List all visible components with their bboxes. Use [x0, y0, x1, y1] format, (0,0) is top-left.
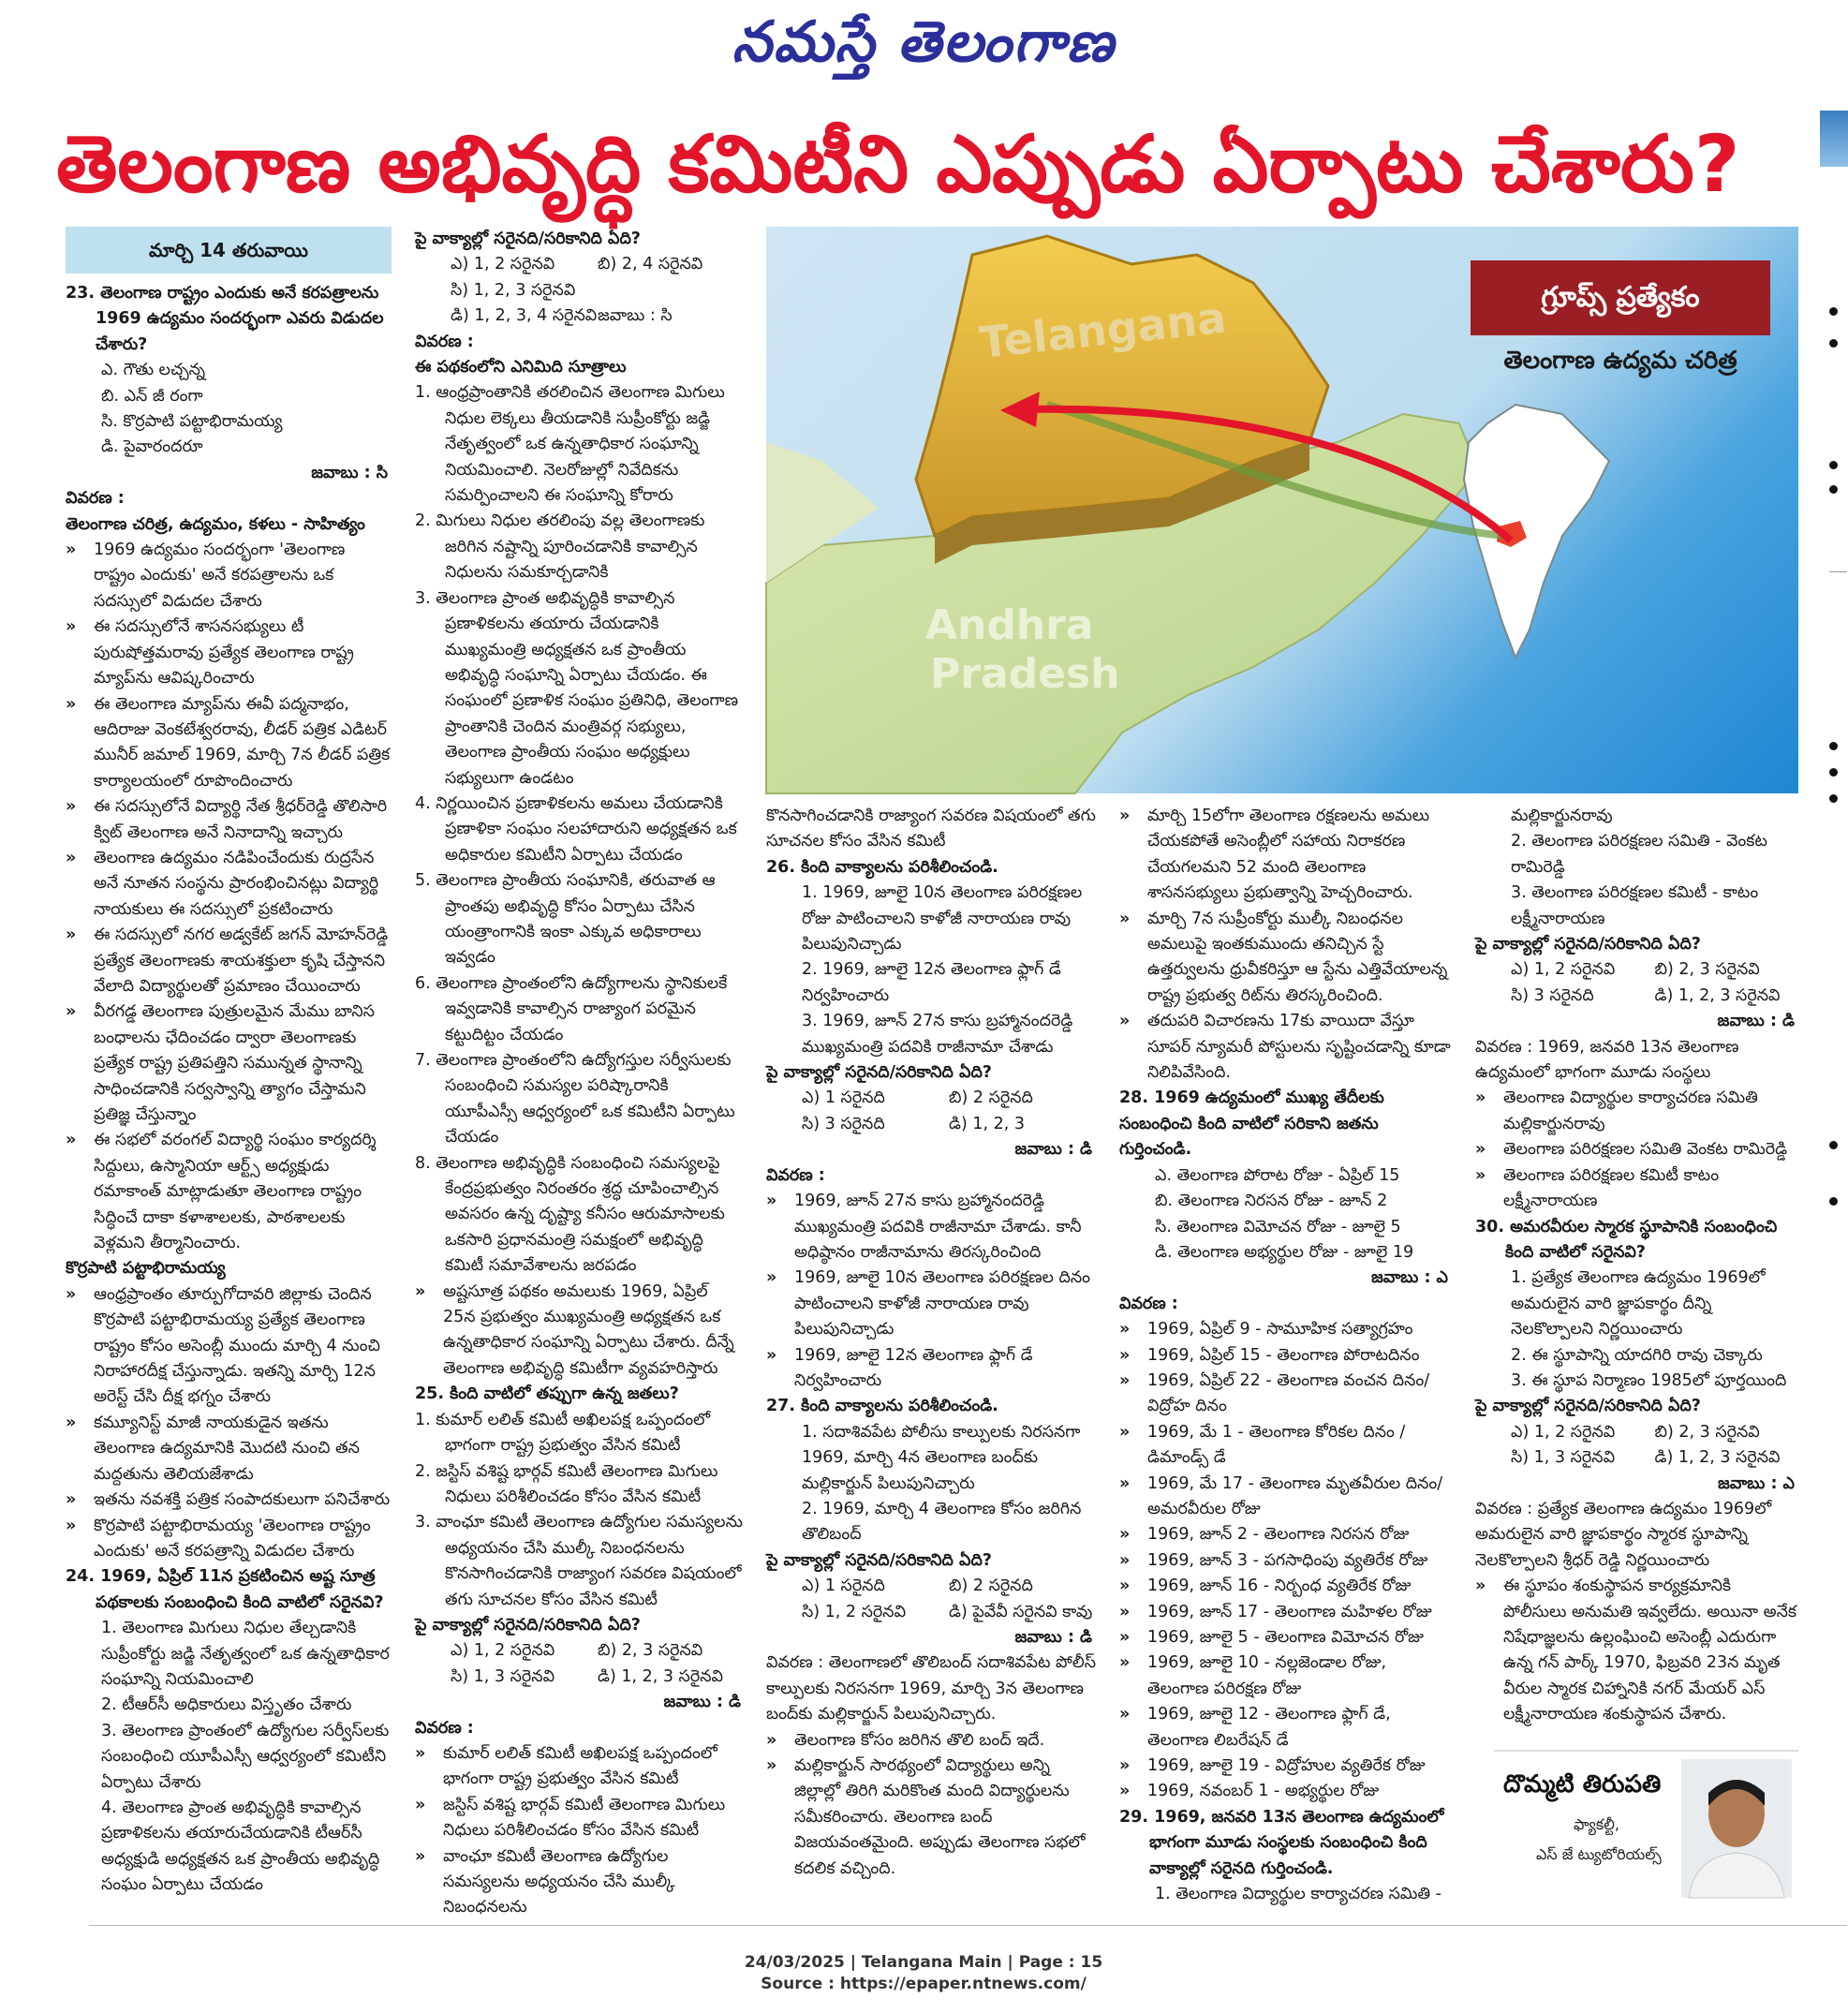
question-text: 29. 1969, జనవరి 13న తెలంగాణ ఉద్యమంలో భాగంగా మూడు సంస్థలకు సంబంధించి కింది వాక్యాల్లో సరైనది గుర్తించండి. [1119, 1807, 1444, 1878]
paragraph: వివరణ : తెలంగాణలో తొలిబంద్ సదాశివపేట పోలీస్ కాల్పులకు నిరసనగా 1969, మార్చి 3న తెలంగాణ బంద్‌కు మల్లికార్జున్ పిలుపునిచ్చారు. [766, 1653, 1096, 1724]
map-label-andhra: Andhra [925, 601, 1094, 649]
bullet-point: » ఇతను నవశక్తి పత్రిక సంపాదకులుగా పనిచేశారు [66, 1488, 392, 1513]
option-row [766, 1086, 1096, 1111]
option-row [1475, 957, 1798, 983]
section-subtitle: తెలంగాణ ఉద్యమ చరిత్ర [1503, 347, 1737, 375]
question-text: పై వాక్యాల్లో సరైనది/సరికానిది ఏది? [415, 1615, 641, 1635]
answer-text: జవాబు : డి [1014, 1628, 1092, 1647]
bullet-mark [1829, 485, 1838, 494]
bullet-point: » తెలంగాణ పరిరక్షణల సమితి వెంకట రామిరెడ్డి [1475, 1137, 1798, 1162]
option-left: ఎ) 1 సరైనది [802, 1088, 885, 1108]
option-row [1475, 1445, 1798, 1471]
list-item: 1. తెలంగాణ మిగులు నిధుల తేల్చడానికి సుప్రీంకోర్టు జడ్జి నేతృత్వంలో ఒక ఉన్నతాధికార సంఘాన్ని నియమించాలి [101, 1619, 390, 1689]
option-left: డి) 1, 2, 3, 4 సరైనవి [451, 306, 598, 326]
list-item: 1. 1969, జూలై 10న తెలంగాణ పరిరక్షణల రోజు పాటించాలని కాళోజీ నారాయణ రావు పిలుపునిచ్చాడు [802, 883, 1083, 955]
question-text: 28. 1969 ఉద్యమంలో ముఖ్య తేదీలకు సంబంధించి కింది వాటిలో సరికాని జతను గుర్తించండి. [1119, 1088, 1384, 1160]
option-left: ఎ) 1 సరైనది [802, 1576, 885, 1596]
groups-special-badge: గ్రూప్స్ ప్రత్యేకం [1471, 260, 1770, 335]
bullet-point: » 1969, మే 17 - తెలంగాణ మృతవీరుల దినం/ అమరవీరుల రోజు [1119, 1472, 1452, 1523]
list-item: 3. 1969, జూన్ 27న కాసు బ్రహ్మానందరెడ్డి ముఖ్యమంత్రి పదవికి రాజీనామా చేశాడు [802, 1012, 1073, 1057]
list-item: మల్లికార్జునరావు [1511, 807, 1613, 825]
option-right: బి) 2, 3 సరైనవి [1654, 960, 1760, 980]
article-column-3 [766, 804, 1096, 1904]
list-item: 5. తెలంగాణ ప్రాంతీయ సంఘానికి, తరువాత ఆ ప్రాంతపు అభివృద్ధి కోసం ఏర్పాటు చేసిన యంత్రాంగానికి ఇంకా ఎక్కువ అధికారాలు ఇవ్వడం [415, 871, 716, 968]
question-text: పై వాక్యాల్లో సరైనది/సరికానిది ఏది? [1475, 1397, 1701, 1416]
author-role: ఫ్యాకల్టీ, [1574, 1815, 1619, 1833]
map-label-telangana: Telangana [977, 291, 1229, 368]
footer-divider [89, 1925, 1847, 1926]
bullet-point: » ఈ సభలో వరంగల్ విద్యార్థి సంఘం కార్యదర్శి సిద్దులు, ఉస్మానియా ఆర్ట్స్ అధ్యక్షుడు రమాకాంత్ మాట్లాడుతూ తెలంగాణ రాష్ట్రం సిద్ధించే దాకా కళాశాలలకు, పాఠశాలలకు వెళ్లమని తీర్మానించారు. [66, 1128, 392, 1256]
list-item: 4. నిర్ణయించిన ప్రణాళికలను అమలు చేయడానికి ప్రణాళికా సంఘం సలహాదారుని అధ్యక్షతన ఒక అధికారుల కమిటీని ఏర్పాటు చేయడం [415, 793, 737, 865]
adjacent-thumbnail [1820, 111, 1848, 167]
bullet-point: » 1969, ఏప్రిల్ 22 - తెలంగాణ వంచన దినం/ విద్రోహ దినం [1119, 1369, 1452, 1420]
option-left: సి) 3 సరైనది [1511, 985, 1594, 1005]
bullet-point: » 1969, జూలై 19 - విద్రోహుల వ్యతిరేక రోజు [1119, 1754, 1452, 1779]
list-item: ఎ. తెలంగాణ పోరాట రోజు - ఏప్రిల్ 15 [1155, 1165, 1400, 1185]
list-item: 1. తెలంగాణ విద్యార్థుల కార్యాచరణ సమితి - [1155, 1885, 1441, 1904]
option-row [1475, 1420, 1798, 1445]
divider-rule [1829, 571, 1847, 572]
bullet-point: » 1969, ఏప్రిల్ 9 - సామూహిక సత్యాగ్రహం [1119, 1317, 1452, 1342]
avatar-icon [1681, 1759, 1792, 1898]
bullet-point: » 1969, జూన్ 27న కాసు బ్రహ్మానందరెడ్డి ముఖ్యమంత్రి పదవికి రాజీనామా చేశాడు. కానీ అధిష్ఠానం రాజీనామాను తిరస్కరించింది [766, 1189, 1096, 1266]
answer-text: జవాబు : డి [1717, 1012, 1795, 1031]
subheading: కొర్రపాటి పట్టాభిరామయ్య [66, 1259, 226, 1279]
option-right: బి) 2 సరైనది [949, 1576, 1033, 1596]
list-item: 3. తెలంగాణ ప్రాంత అభివృద్ధికి కావాల్సిన ప్రణాళికలను తయారు చేయడానికి ముఖ్యమంత్రి అధ్యక్షతన ఒక ప్రాంతీయ అభివృద్ధి సంఘాన్ని ఏర్పాటు చేయడం. ఈ సంఘంలో ప్రణాళిక సంఘం ప్రతినిధి, తెలంగాణ ప్రాంతానికి చెందిన మంత్రివర్గ సభ్యులు, తెలంగాణ ప్రాంతీయ సంఘం అధ్యక్షులు సభ్యులుగా ఉండటం [415, 588, 739, 788]
question-text: 26. కింది వాక్యాలను పరిశీలించండి. [766, 857, 998, 877]
option-right: జవాబు : సి [598, 306, 673, 326]
option-left: సి) 1, 3 సరైనవి [451, 1666, 555, 1686]
list-item: 1. కుమార్ లలిత్ కమిటీ అఖిలపక్ష ఒప్పందంలో భాగంగా రాష్ట్ర ప్రభుత్వం వేసిన కమిటీ [415, 1410, 711, 1456]
option-left: ఎ) 1, 2 సరైనవి [451, 255, 555, 274]
bullet-point: » తెలంగాణ విద్యార్థుల కార్యాచరణ సమితి మల్లికార్జునరావు [1475, 1086, 1798, 1137]
article-column-1 [66, 227, 392, 1903]
bullet-point: » 1969, మే 1 - తెలంగాణ కోరికల దినం / డిమాండ్స్ డే [1119, 1420, 1452, 1472]
option-left: సి) 1, 3 సరైనవి [1511, 1448, 1616, 1468]
bullet-point: » 1969, ఏప్రిల్ 15 - తెలంగాణ పోరాటదినం [1119, 1343, 1452, 1369]
bullet-point: » ఈ సదస్సులోనే శాసనసభ్యులు టీ పురుషోత్తమరావు ప్రత్యేక తెలంగాణ రాష్ట్ర మ్యాప్‌ను ఆవిష్కరించారు [66, 614, 392, 691]
list-item: 3. తెలంగాణ పరిరక్షణల కమిటీ - కాటం లక్ష్మీనారాయణ [1511, 883, 1759, 928]
question-text: పై వాక్యాల్లో సరైనది/సరికానిది ఏది? [415, 229, 641, 248]
subheading: ఈ పథకంలోని ఎనిమిది సూత్రాలు [415, 358, 627, 377]
paragraph: వివరణ : ప్రత్యేక తెలంగాణ ఉద్యమం 1969లో అమరులైన వారి జ్ఞాపకార్థం స్మారక స్థూపాన్ని నెలకొల్పాలని శ్రీధర్ రెడ్డి నిర్ణయించారు [1475, 1499, 1772, 1570]
author-organization: ఎస్ జే ట్యుటోరియల్స్ [1536, 1845, 1662, 1863]
bullet-point: » 1969 ఉద్యమం సందర్భంగా 'తెలంగాణ రాష్ట్రం ఎందుకు' అనే కరపత్రాలను ఒక సదస్సులో విడుదల చేశారు [66, 538, 392, 614]
bullet-point: » మార్చి 7న సుప్రీంకోర్టు ముల్కీ నిబంధనల అమలుపై ఇంతకుముందు తనిచ్చిన స్టే ఉత్తర్వులను ధ్రువీకరిస్తూ ఆ స్టేను ఎత్తివేయాలన్న రాష్ట్ర ప్రభుత్వ రిట్‌ను తిరస్కరించింది. [1119, 907, 1452, 1010]
list-item: బి. ఎన్ జీ రంగా [101, 386, 203, 406]
option-row [415, 303, 745, 329]
bullet-point: » తెలంగాణ ఉద్యమం నడిపించేందుకు రుద్రసేన అనే నూతన సంస్థను ప్రారంభించినట్లు విద్యార్థి నాయకులు ఈ సదస్సులో ప్రకటించారు [66, 846, 392, 923]
question-text: 30. అమరవీరుల స్మారక స్థూపానికి సంబంధించి కింది వాటిలో సరైనవి? [1475, 1217, 1778, 1262]
article-column-5 [1475, 804, 1798, 1740]
bullet-point: » ఆంధ్రప్రాంతం తూర్పుగోదావరి జిల్లాకు చెందిన కొర్రపాటి పట్టాభిరామయ్య ప్రత్యేక తెలంగాణ రాష్ట్రం కోసం అసెంబ్లీ ముందు మార్చి 4 నుంచి నిరాహారదీక్ష చేస్తున్నాడు. ఇతన్ని మార్చి 12న అరెస్ట్ చేసి దీక్ష భగ్నం చేశారు [66, 1282, 392, 1411]
option-right: డి) 1, 2, 3 సరైనవి [598, 1666, 723, 1686]
list-item: 2. మిగులు నిధుల తరలింపు వల్ల తెలంగాణకు జరిగిన నష్టాన్ని పూరించడానికి కావాల్సిన నిధులను సమకూర్చడానికి [415, 511, 705, 583]
list-item: డి. పైవారందరూ [101, 437, 203, 457]
bullet-mark [1829, 794, 1838, 803]
page-headline: తెలంగాణ అభివృద్ధి కమిటీని ఎప్పుడు ఏర్పాటు చేశారు? [56, 118, 1740, 210]
list-item: 3. ఈ స్థూప నిర్మాణం 1985లో పూర్తయింది [1511, 1370, 1787, 1390]
option-right: బి) 2, 3 సరైనవి [1654, 1422, 1760, 1442]
subheading: వివరణ : [415, 332, 474, 351]
question-text: పై వాక్యాల్లో సరైనది/సరికానిది ఏది? [766, 1063, 992, 1083]
list-item: 2. 1969, జూలై 12న తెలంగాణ ఫ్లాగ్ డే నిర్వహించారు [802, 960, 1061, 1005]
bullet-point: » తదుపరి విచారణను 17కు వాయిదా వేస్తూ సూపర్ న్యూమరీ పోస్టులను సృష్టించడాన్ని కూడా నిలిపివేసింది. [1119, 1009, 1452, 1086]
list-item: 3. వాంఛూ కమిటీ తెలంగాణ ఉద్యోగుల సమస్యలను అధ్యయనం చేసి ముల్కీ నిబంధనలను కొనసాగించడానికి రాజ్యాంగ సవరణ విషయంలో తగు సూచనల కోసం వేసిన కమిటీ [415, 1513, 743, 1609]
bullet-point: » కొర్రపాటి పట్టాభిరామయ్య 'తెలంగాణ రాష్ట్రం ఎందుకు' అనే కరపత్రాన్ని విడుదల చేశారు [66, 1514, 392, 1565]
bullet-mark [1829, 768, 1838, 777]
bullet-point: » ఈ స్థూపం శంకుస్థాపన కార్యక్రమానికి పోలీసులు అనుమతి ఇవ్వలేదు. అయినా అనేక నిషేధాజ్ఞలను ఉల్లంఘించి అసెంబ్లీ ఎదురుగా ఉన్న గన్ పార్క్ 1970, ఫిబ్రవరి 23న మృత వీరుల స్మారక చిహ్నానికి నగర్ మేయర్ ఎస్ లక్ష్మీనారాయణ శంకుస్థాపన చేశారు. [1475, 1574, 1798, 1727]
option-right: డి) 1, 2, 3 సరైనవి [1654, 1448, 1781, 1468]
list-item: 2. టీఆర్‌సీ అధికారులు విస్తృతం చేశారు [101, 1695, 352, 1715]
question-text: 23. తెలంగాణ రాష్ట్రం ఎందుకు అనే కరపత్రాలను 1969 ఉద్యమం సందర్భంగా ఎవరు విడుదల చేశారు? [66, 284, 384, 354]
option-row [1475, 984, 1798, 1009]
bullet-mark [1829, 1141, 1838, 1149]
bullet-point: » 1969, జూన్ 3 - పగసాధింపు వ్యతిరేక రోజు [1119, 1548, 1452, 1574]
option-left: సి) 3 సరైనది [802, 1114, 885, 1133]
bullet-point: » 1969, జూన్ 17 - తెలంగాణ మహిళల రోజు [1119, 1600, 1452, 1625]
option-row [415, 1665, 745, 1690]
answer-text: జవాబు : సి [311, 463, 388, 482]
option-left: ఎ) 1, 2 సరైనవి [451, 1641, 555, 1661]
subheading: వివరణ : [415, 1718, 474, 1738]
newspaper-masthead: నమస్తే తెలంగాణ [732, 9, 1116, 75]
bullet-point: » 1969, జూలై 12న తెలంగాణ ఫ్లాగ్ డే నిర్వహించారు [766, 1343, 1096, 1395]
bullet-point: » ఈ సదస్సులోనే విద్యార్థి నేత శ్రీధర్‌రెడ్డి తొలిసారి క్విట్ తెలంగాణ అనే నినాదాన్ని ఇచ్చారు [66, 794, 392, 846]
answer-text: జవాబు : డి [1014, 1140, 1092, 1160]
option-right: డి) 1, 2, 3 [949, 1114, 1025, 1133]
bullet-point: » వాంఛూ కమిటీ తెలంగాణ ఉద్యోగుల సమస్యలను అధ్యయనం చేసి ముల్కీ నిబంధనలను [415, 1844, 745, 1921]
bullet-point: » కమ్యూనిస్ట్ మాజీ నాయకుడైన ఇతను తెలంగాణ ఉద్యమానికి మొదటి నుంచి తన మద్దతును తెలియజేశాడు [66, 1411, 392, 1488]
option-row [415, 1638, 745, 1664]
footer-date-page: 24/03/2025 | Telangana Main | Page : 15 [744, 1953, 1103, 1972]
question-text: 24. 1969, ఏప్రిల్ 11న ప్రకటించిన అష్ట సూత్ర పథకాలకు సంబంధించి కింది వాటిలో సరైనవి? [66, 1567, 384, 1612]
paragraph: వివరణ : 1969, జనవరి 13న తెలంగాణ ఉద్యమంలో భాగంగా మూడు సంస్థలు [1475, 1037, 1739, 1083]
list-item: 2. 1969, మార్చి 4 తెలంగాణ కోసం జరిగిన తొలిబంద్ [802, 1499, 1082, 1545]
author-box [1494, 1750, 1798, 1900]
option-row [766, 1574, 1096, 1599]
article-column-2 [415, 227, 745, 1917]
bullet-point: » అష్టసూత్ర పథకం అమలుకు 1969, ఏప్రిల్ 25న ప్రభుత్వం ముఖ్యమంత్రి అధ్యక్షతన ఒక ఉన్నతాధికార సంఘాన్ని ఏర్పాటు చేశారు. దీన్నే తెలంగాణ అభివృద్ధి కమిటీగా వ్యవహరిస్తారు [415, 1280, 745, 1383]
bullet-point: » కుమార్ లలిత్ కమిటీ అఖిలపక్ష ఒప్పందంలో భాగంగా రాష్ట్ర ప్రభుత్వం వేసిన కమిటీ [415, 1741, 745, 1793]
list-item: సి. కొర్రపాటి పట్టాభిరామయ్య [101, 412, 283, 432]
bullet-point: » తెలంగాణ పరిరక్షణల కమిటీ కాటం లక్ష్మీనారాయణ [1475, 1163, 1798, 1215]
list-item: 2. జస్టిస్ వశిష్ట భార్గవ్ కమిటీ తెలంగాణ మిగులు నిధులు పరిశీలించడం కోసం వేసిన కమిటీ [415, 1461, 718, 1506]
bullet-mark [1829, 742, 1838, 750]
option-left: ఎ) 1, 2 సరైనవి [1511, 1422, 1616, 1442]
bullet-point: » 1969, నవంబర్ 1 - అభ్యర్థుల రోజు [1119, 1779, 1452, 1804]
option-right: డి) 1, 2, 3 సరైనవి [1654, 985, 1781, 1005]
list-item: 2. తెలంగాణ పరిరక్షణల సమితి - వెంకట రామిరెడ్డి [1511, 832, 1767, 877]
list-item: డి. తెలంగాణ అభ్యర్థుల రోజు - జూలై 19 [1155, 1242, 1414, 1262]
list-item: 3. తెలంగాణ ప్రాంతంలో ఉద్యోగుల సర్వీస్‌లకు సంబంధించి యూపీఎస్సీ ఆధ్వర్యంలో కమిటీని ఏర్పాటు చేశారు [101, 1721, 390, 1792]
answer-text: జవాబు : ఎ [1718, 1473, 1795, 1493]
article-column-4 [1119, 804, 1452, 1904]
question-text: 25. కింది వాటిలో తప్పుగా ఉన్న జతలు? [415, 1384, 679, 1404]
subheading: తెలంగాణ చరిత్ర, ఉద్యమం, కళలు - సాహిత్యం [66, 514, 365, 534]
bullet-point: » 1969, జూలై 10 - నల్లజెండాల రోజు, తెలంగాణ పరిరక్షణ రోజు [1119, 1650, 1452, 1702]
bullet-point: » మల్లికార్జున్ సారథ్యంలో విద్యార్థులు అన్ని జిల్లాల్లో తిరిగి మరికొంత మంది విద్యార్థులను సమీకరించారు. తెలంగాణ బంద్ విజయవంతమైంది. అప్పుడు తెలంగాణ సభలో కదలిక వచ్చింది. [766, 1754, 1096, 1882]
author-name: దొమ్మటి తిరుపతి [1503, 1770, 1662, 1798]
list-item: 7. తెలంగాణ ప్రాంతంలోని ఉద్యోగస్తుల సర్వీసులకు సంబంధించి సమస్యల పరిష్కారానికి యూపీఎస్సీ ఆధ్వర్యంలో ఒక కమిటీని ఏర్పాటు చేయడం [415, 1051, 735, 1147]
adjacent-page-strip [1812, 94, 1847, 1892]
subheading: వివరణ : [66, 489, 125, 509]
list-item: 8. తెలంగాణ అభివృద్ధికి సంబంధించి సమస్యలపై కేంద్రప్రభుత్వం నిరంతరం శ్రద్ధ చూపించాల్సిన అవసరం ఉన్న దృష్ట్యా కనీసం ఆరుమాసాలకు ఒకసారి ప్రధానమంత్రి సమక్షంలో అభివృద్ధి కమిటీ సమావేశాలను జరపడం [415, 1153, 725, 1276]
bullet-point: » 1969, జూలై 5 - తెలంగాణ విమోచన రోజు [1119, 1625, 1452, 1650]
bullet-point: » 1969, జూన్ 16 - నిర్బంధ వ్యతిరేక రోజు [1119, 1574, 1452, 1599]
bullet-point: » జస్టిస్ వశిష్ట భార్గవ్ కమిటీ తెలంగాణ మిగులు నిధులు పరిశీలించడం కోసం వేసిన కమిటీ [415, 1793, 745, 1844]
bullet-mark [1829, 307, 1838, 316]
bullet-point: » 1969, జూలై 10న తెలంగాణ పరిరక్షణల దినం పాటించాలని కాళోజీ నారాయణ రావు పిలుపునిచ్చాడు [766, 1266, 1096, 1342]
option-row [766, 1112, 1096, 1137]
bullet-point: » ఈ తెలంగాణ మ్యాప్‌ను ఈవీ పద్మనాభం, ఆదిరాజు వెంకటేశ్వరరావు, లీడర్ పత్రిక ఎడిటర్ మునీర్ జమాల్ 1969, మార్చి 7న లీడర్ పత్రిక కార్యాలయంలో రూపొందించారు [66, 692, 392, 795]
list-item: 4. తెలంగాణ ప్రాంత అభివృద్ధికి కావాల్సిన ప్రణాళికలను తయారుచేయడానికి టీఆర్‌సీ అధ్యక్షుడి అధ్యక్షతన ఒక ప్రాంతీయ అభివృద్ధి సంఘం ఏర్పాటు చేయడం [101, 1798, 380, 1895]
list-item: 1. ప్రత్యేక తెలంగాణ ఉద్యమం 1969లో అమరులైన వారి జ్ఞాపకార్థం దీన్ని నెలకొల్పాలని నిర్ణయించారు [1511, 1268, 1766, 1340]
bullet-point: » ఈ సదస్సులో నగర అడ్వకేట్ జగన్ మోహన్‌రెడ్డి ప్రత్యేక తెలంగాణకు శాయశక్తులా కృషి చేస్తానని వేలాది విద్యార్థులతో ప్రమాణం చేయించారు [66, 923, 392, 999]
footer-source: Source : https://epaper.ntnews.com/ [761, 1975, 1087, 1993]
bullet-point: » మార్చి 15లోగా తెలంగాణ రక్షణలను అమలు చేయకపోతే అసెంబ్లీలో సహాయ నిరాకరణ చేయగలమని 52 మంది తెలంగాణ శాసనసభ్యులు ప్రభుత్వాన్ని హెచ్చరించారు. [1119, 804, 1452, 907]
subheading: వివరణ : [766, 1165, 825, 1185]
list-item: ఎ. గౌతు లచ్చన్న [101, 361, 206, 380]
bullet-mark [1829, 461, 1838, 469]
answer-text: జవాబు : డి [663, 1693, 741, 1712]
question-text: పై వాక్యాల్లో సరైనది/సరికానిది ఏది? [1475, 935, 1701, 955]
list-item: 6. తెలంగాణ ప్రాంతంలోని ఉద్యోగాలను స్థానికులకే ఇవ్వడానికి కావాల్సిన రాజ్యాంగ పరమైన కట్టుదిట్టం చేయడం [415, 973, 728, 1044]
answer-text: జవాబు : ఎ [1371, 1268, 1448, 1288]
list-item: 2. ఈ స్థూపాన్ని యాదగిరి రావు చెక్కారు [1511, 1345, 1763, 1365]
bullet-point: » 1969, జూలై 12 - తెలంగాణ ఫ్లాగ్ డే, తెలంగాణ లిబరేషన్ డే [1119, 1702, 1452, 1754]
list-item: సి) 1, 2, 3 సరైనవి [451, 280, 576, 300]
option-row [415, 252, 745, 277]
paragraph: కొనసాగించడానికి రాజ్యాంగ సవరణ విషయంలో తగు సూచనల కోసం వేసిన కమిటీ [766, 807, 1096, 851]
list-item: సి. తెలంగాణ విమోచన రోజు - జూలై 5 [1155, 1217, 1401, 1236]
option-row [766, 1600, 1096, 1625]
list-item: 1. సదాశివపేట పోలీసు కాల్పులకు నిరసనగా 1969, మార్చి 4న తెలంగాణ బంద్‌కు మల్లికార్జున్ పిలుపునిచ్చారు [802, 1422, 1081, 1493]
section-banner: మార్చి 14 తరువాయి [66, 227, 392, 274]
option-left: ఎ) 1, 2 సరైనవి [1511, 960, 1616, 980]
question-text: పై వాక్యాల్లో సరైనది/సరికానిది ఏది? [766, 1550, 992, 1570]
bullet-mark [1829, 1197, 1838, 1206]
bullet-mark [1829, 339, 1838, 348]
list-item: బి. తెలంగాణ నిరసన రోజు - జూన్ 2 [1155, 1192, 1388, 1211]
option-right: బి) 2 సరైనది [949, 1088, 1033, 1108]
list-item: 1. ఆంధ్రప్రాంతానికి తరలించిన తెలంగాణ మిగులు నిధుల లెక్కలు తీయడానికి సుప్రీంకోర్టు జడ్జి నేతృత్వంలో ఒక ఉన్నతాధికార సంఘాన్ని నియమించాలి. నెలరోజుల్లో నివేదికను సమర్పించాలని ఈ సంఘాన్ని కోరారు [415, 383, 725, 506]
subheading: వివరణ : [1119, 1294, 1178, 1313]
option-right: బి) 2, 3 సరైనవి [598, 1641, 703, 1661]
bullet-point: » 1969, జూన్ 2 - తెలంగాణ నిరసన రోజు [1119, 1522, 1452, 1547]
option-left: సి) 1, 2 సరైనవి [802, 1602, 907, 1621]
option-right: బి) 2, 4 సరైనవి [598, 255, 703, 274]
map-label-pradesh: Pradesh [930, 650, 1120, 698]
bullet-point: » వీరగడ్డ తెలంగాణ పుత్రులమైన మేము బానిస బంధాలను ఛేదించడం ద్వారా తెలంగాణకు ప్రత్యేక రాష్ట్ర ప్రతిపత్తిని సమున్నత స్థానాన్ని సాధించడానికి సర్వస్వాన్ని త్యాగం చేస్తామని ప్రతిజ్ఞ చేస్తున్నాం [66, 999, 392, 1128]
bullet-point: » తెలంగాణ కోసం జరిగిన తొలి బంద్ ఇదే. [766, 1728, 1096, 1754]
question-text: 27. కింది వాక్యాలను పరిశీలించండి. [766, 1397, 998, 1416]
author-photo [1681, 1759, 1792, 1898]
option-right: డి) పైవేవీ సరైనవి కావు [949, 1602, 1093, 1621]
